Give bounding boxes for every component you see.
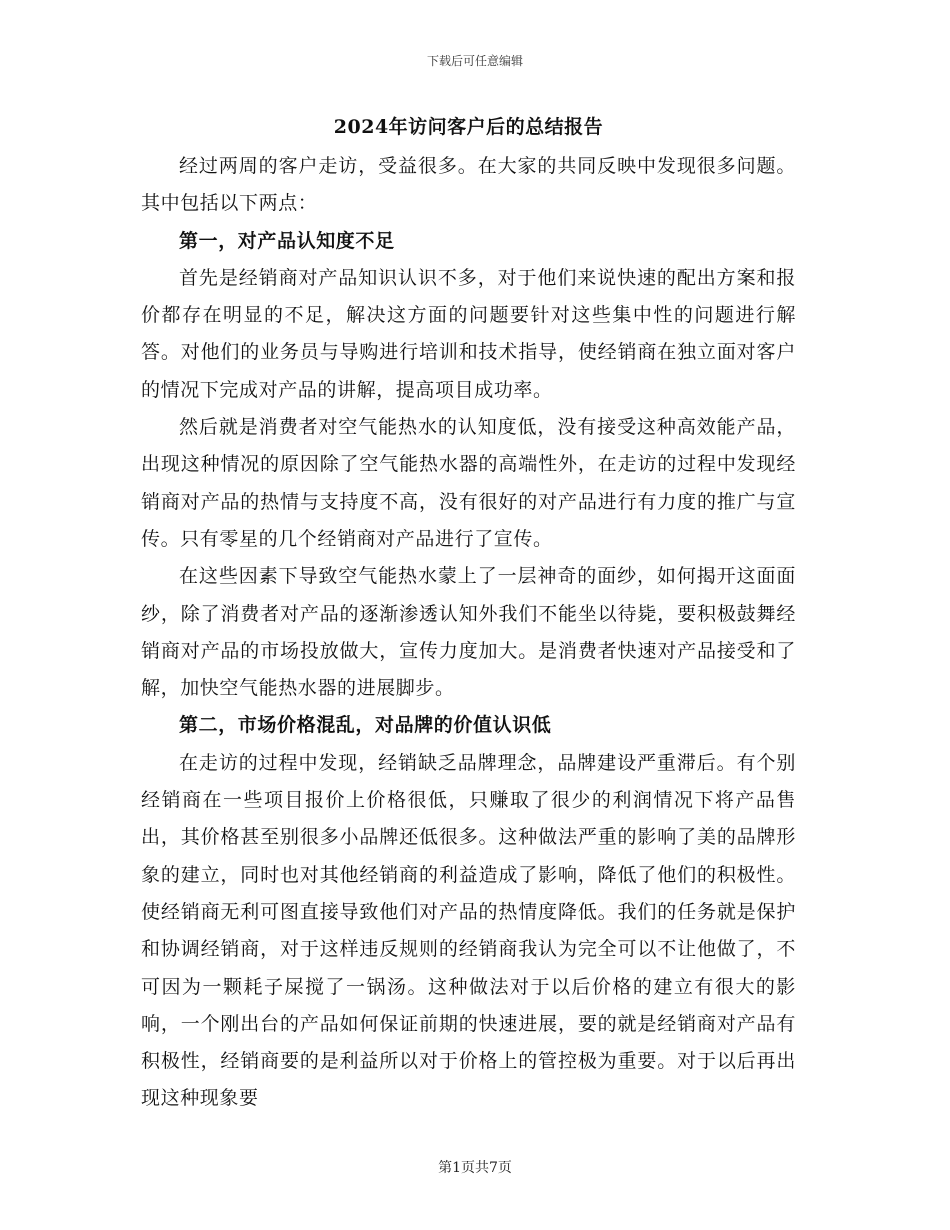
- section-1-paragraph-1: 首先是经销商对产品知识认识不多，对于他们来说快速的配出方案和报价都存在明显的不足，解决这方面的问题要针对这些集中性的问题进行解答。对他们的业务员与导购进行培训和技术指导，使经销商在独立面对客户的情况下完成对产品的讲解，提高项目成功率。: [141, 266, 796, 401]
- section-heading-1: 第一，对产品认知度不足: [179, 229, 395, 252]
- page-number: 第1页共7页: [438, 1160, 512, 1176]
- intro-paragraph: 经过两周的客户走访，受益很多。在大家的共同反映中发现很多问题。其中包括以下两点：: [141, 155, 796, 215]
- document-title: 2024年访问客户后的总结报告: [333, 116, 604, 138]
- document-body: [141, 112, 796, 1118]
- section-1-paragraph-2: 然后就是消费者对空气能热水的认知度低，没有接受这种高效能产品，出现这种情况的原因除了空气能热水器的高端性外，在走访的过程中发现经销商对产品的热情与支持度不高，没有很好的对产品进行有力度的推广与宣传。只有零星的几个经销商对产品进行了宣传。: [141, 416, 796, 550]
- section-1-paragraph-3: 在这些因素下导致空气能热水蒙上了一层神奇的面纱，如何揭开这面面纱，除了消费者对产品的逐渐渗透认知外我们不能坐以待毙，要积极鼓舞经销商对产品的市场投放做大，宣传力度加大。是消费者快速对产品接受和了解，加快空气能热水器的进展脚步。: [141, 565, 796, 700]
- section-2-paragraph-1: 在走访的过程中发现，经销缺乏品牌理念，品牌建设严重滞后。有个别经销商在一些项目报价上价格很低，只赚取了很少的利润情况下将产品售出，其价格甚至别很多小品牌还低很多。这种做法严重的影响了美的品牌形象的建立，同时也对其他经销商的利益造成了影响，降低了他们的积极性。使经销商无利可图直接导致他们对产品的热情度降低。我们的任务就是保护和协调经销商，对于这样违反规则的经销商我认为完全可以不让他做了，不可因为一颗耗子屎搅了一锅汤。这种做法对于以后价格的建立有很大的影响，一个刚出台的产品如何保证前期的快速进展，要的就是经销商对产品有积极性，经销商要的是利益所以对于价格上的管控极为重要。对于以后再出现这种现象要: [141, 751, 796, 1110]
- section-heading-2: 第二，市场价格混乱，对品牌的价值认识低: [179, 714, 552, 737]
- page-header-note: 下载后可任意编辑: [426, 54, 523, 68]
